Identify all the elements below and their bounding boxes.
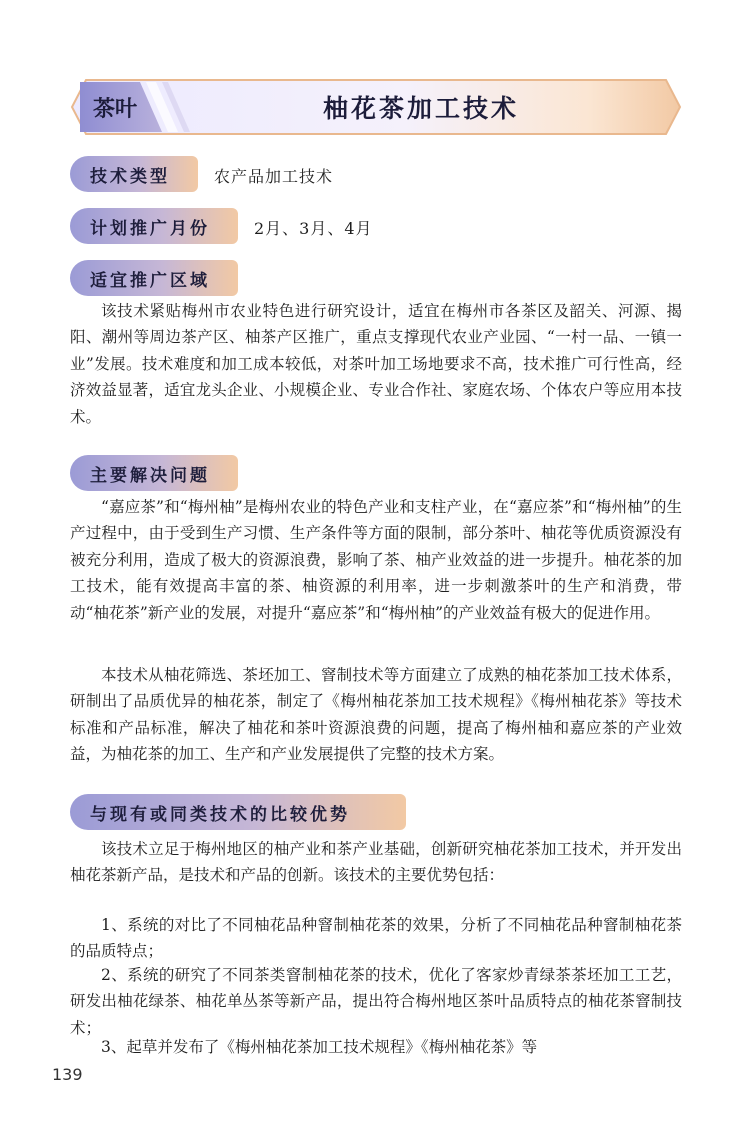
advantages-paragraph-intro: 该技术立足于梅州地区的柚产业和茶产业基础，创新研究柚花茶加工技术，并开发出柚花茶新产品，是技术和产品的创新。该技术的主要优势包括：: [70, 840, 682, 885]
tech-type-value: 农产品加工技术: [214, 167, 334, 186]
category-tag: 茶叶: [92, 96, 137, 122]
advantages-heading: 与现有或同类技术的比较优势: [70, 794, 406, 830]
tech-type-label: 技术类型: [70, 156, 198, 192]
problems-paragraph-1: “嘉应茶”和“梅州柚”是梅州农业的特色产业和支柱产业，在“嘉应茶”和“梅州柚”的生产过程中，由于受到生产习惯、生产条件等方面的限制，部分茶叶、柚花等优质资源没有被充分利用，造成了极大的资源浪费，影响了茶、柚产业效益的进一步提升。柚花茶的加工技术，能有效提高丰富的茶、柚资源的利用率，进一步刺激茶叶的生产和消费，带动“柚花茶”新产业的发展，对提升“嘉应茶”和“梅州柚”的产业效益有极大的促进作用。: [70, 498, 682, 622]
title-banner: [70, 78, 682, 136]
advantages-item-3: 3、起草并发布了《梅州柚花茶加工技术规程》《梅州柚花茶》等: [101, 1038, 538, 1056]
problems-paragraph-2: 本技术从柚花筛选、茶坯加工、窨制技术等方面建立了成熟的柚花茶加工技术体系，研制出了品质优异的柚花茶，制定了《梅州柚花茶加工技术规程》《梅州柚花茶》等技术标准和产品标准，解决了柚花和茶叶资源浪费的问题，提高了梅州柚和嘉应茶的产业效益，为柚花茶的加工、生产和产业发展提供了完整的技术方案。: [70, 666, 682, 764]
region-paragraph: 该技术紧贴梅州市农业特色进行研究设计，适宜在梅州市各茶区及韶关、河源、揭阳、潮州等周边茶产区、柚茶产区推广，重点支撑现代农业产业园、“一村一品、一镇一业”发展。技术难度和加工成本较低，对茶叶加工场地要求不高，技术推广可行性高，经济效益显著，适宜龙头企业、小规模企业、专业合作社、家庭农场、个体农户等应用本技术。: [70, 302, 682, 426]
advantages-item-1: 1、系统的对比了不同柚花品种窨制柚花茶的效果，分析了不同柚花品种窨制柚花茶的品质特点；: [70, 916, 682, 961]
promotion-months-value: 2月、3月、4月: [254, 219, 373, 238]
advantages-item-2: 2、系统的研究了不同茶类窨制柚花茶的技术，优化了客家炒青绿茶茶坯加工工艺，研发出柚花绿茶、柚花单丛茶等新产品，提出符合梅州地区茶叶品质特点的柚花茶窨制技术；: [70, 966, 682, 1037]
problems-heading: 主要解决问题: [70, 455, 238, 491]
page-title: 柚花茶加工技术: [322, 94, 519, 123]
page-number: 139: [52, 1065, 83, 1084]
region-heading: 适宜推广区域: [70, 260, 238, 296]
promotion-months-label: 计划推广月份: [70, 208, 238, 244]
